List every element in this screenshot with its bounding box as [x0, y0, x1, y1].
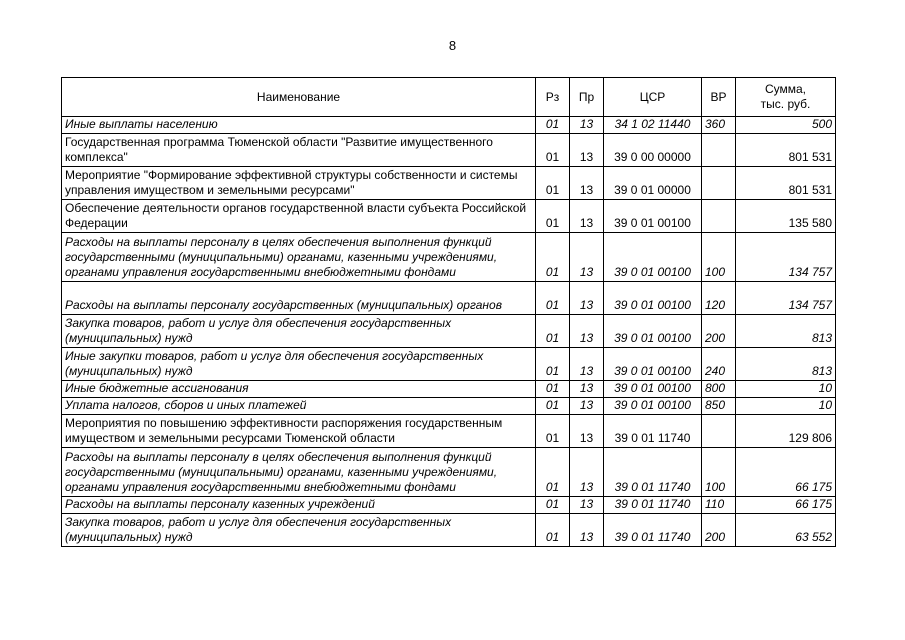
cell-vr: 800: [702, 381, 736, 398]
cell-sum: 10: [736, 381, 836, 398]
cell-name: Мероприятия по повышению эффективности распоряжения государственным имуществом и земельными ресурсами Тюменской области: [62, 415, 536, 448]
cell-rz: 01: [536, 448, 570, 497]
page-number: 8: [448, 38, 457, 53]
cell-pr: 13: [570, 117, 604, 134]
cell-csr: 39 0 01 11740: [604, 514, 702, 547]
cell-csr: 39 0 00 00000: [604, 134, 702, 167]
table-row: [62, 381, 836, 398]
cell-vr: 100: [702, 448, 736, 497]
cell-csr: 39 0 01 00100: [604, 200, 702, 233]
cell-name: Расходы на выплаты персоналу казенных учреждений: [62, 497, 536, 514]
table-row: [62, 167, 836, 200]
header-sum-line2: тыс. руб.: [760, 97, 811, 111]
cell-vr: 360: [702, 117, 736, 134]
cell-sum: 801 531: [736, 134, 836, 167]
cell-rz: 01: [536, 134, 570, 167]
cell-csr: 39 0 01 00100: [604, 315, 702, 348]
header-name: Наименование: [62, 78, 536, 117]
table-row: [62, 448, 836, 497]
cell-rz: 01: [536, 200, 570, 233]
cell-vr: [702, 167, 736, 200]
header-csr: ЦСР: [604, 78, 702, 117]
table-row: [62, 348, 836, 381]
cell-pr: 13: [570, 233, 604, 282]
cell-rz: 01: [536, 233, 570, 282]
cell-csr: 39 0 01 00000: [604, 167, 702, 200]
cell-vr: 120: [702, 282, 736, 315]
cell-rz: 01: [536, 381, 570, 398]
cell-csr: 34 1 02 11440: [604, 117, 702, 134]
header-rz: Рз: [536, 78, 570, 117]
cell-name: Государственная программа Тюменской области "Развитие имущественного комплекса": [62, 134, 536, 167]
cell-pr: 13: [570, 415, 604, 448]
cell-pr: 13: [570, 448, 604, 497]
cell-name: Расходы на выплаты персоналу государственных (муниципальных) органов: [62, 282, 536, 315]
table-row: [62, 282, 836, 315]
cell-rz: 01: [536, 167, 570, 200]
cell-sum: 63 552: [736, 514, 836, 547]
cell-sum: 801 531: [736, 167, 836, 200]
cell-name: Расходы на выплаты персоналу в целях обеспечения выполнения функций государственными (муниципальными) органами, казенными учреждениями, органами управления государственными внебюджетными фондами: [62, 233, 536, 282]
cell-rz: 01: [536, 415, 570, 448]
cell-pr: 13: [570, 514, 604, 547]
cell-csr: 39 0 01 11740: [604, 497, 702, 514]
cell-name: Расходы на выплаты персоналу в целях обеспечения выполнения функций государственными (муниципальными) органами, казенными учреждениями, органами управления государственными внебюджетными фондами: [62, 448, 536, 497]
cell-sum: 135 580: [736, 200, 836, 233]
header-row: [62, 78, 836, 117]
cell-name: Иные выплаты населению: [62, 117, 536, 134]
cell-sum: 129 806: [736, 415, 836, 448]
cell-csr: 39 0 01 00100: [604, 233, 702, 282]
cell-vr: 850: [702, 398, 736, 415]
cell-csr: 39 0 01 00100: [604, 282, 702, 315]
cell-name: Уплата налогов, сборов и иных платежей: [62, 398, 536, 415]
cell-rz: 01: [536, 117, 570, 134]
cell-pr: 13: [570, 134, 604, 167]
cell-sum: 134 757: [736, 233, 836, 282]
cell-name: Иные бюджетные ассигнования: [62, 381, 536, 398]
cell-pr: 13: [570, 497, 604, 514]
header-sum-line1: Сумма,: [764, 82, 807, 96]
cell-rz: 01: [536, 497, 570, 514]
cell-sum: 500: [736, 117, 836, 134]
table-row: [62, 200, 836, 233]
cell-rz: 01: [536, 348, 570, 381]
budget-table: [61, 77, 836, 547]
header-sum: [736, 78, 836, 117]
table-row: [62, 497, 836, 514]
table-row: [62, 233, 836, 282]
cell-name: Иные закупки товаров, работ и услуг для обеспечения государственных (муниципальных) нужд: [62, 348, 536, 381]
cell-rz: 01: [536, 398, 570, 415]
cell-pr: 13: [570, 167, 604, 200]
cell-pr: 13: [570, 282, 604, 315]
cell-vr: [702, 200, 736, 233]
cell-vr: 240: [702, 348, 736, 381]
cell-name: Закупка товаров, работ и услуг для обеспечения государственных (муниципальных) нужд: [62, 514, 536, 547]
cell-sum: 10: [736, 398, 836, 415]
header-vr: ВР: [702, 78, 736, 117]
cell-rz: 01: [536, 282, 570, 315]
cell-pr: 13: [570, 381, 604, 398]
cell-sum: 813: [736, 315, 836, 348]
cell-pr: 13: [570, 348, 604, 381]
cell-name: Обеспечение деятельности органов государственной власти субъекта Российской Федерации: [62, 200, 536, 233]
table-row: [62, 415, 836, 448]
cell-vr: 110: [702, 497, 736, 514]
cell-vr: 100: [702, 233, 736, 282]
table-row: [62, 398, 836, 415]
table-row: [62, 134, 836, 167]
cell-vr: 200: [702, 514, 736, 547]
cell-sum: 813: [736, 348, 836, 381]
table-row: [62, 117, 836, 134]
cell-csr: 39 0 01 11740: [604, 448, 702, 497]
header-pr: Пр: [570, 78, 604, 117]
cell-name: Закупка товаров, работ и услуг для обеспечения государственных (муниципальных) нужд: [62, 315, 536, 348]
cell-sum: 134 757: [736, 282, 836, 315]
cell-vr: 200: [702, 315, 736, 348]
table-row: [62, 315, 836, 348]
cell-pr: 13: [570, 398, 604, 415]
cell-csr: 39 0 01 00100: [604, 381, 702, 398]
cell-vr: [702, 134, 736, 167]
cell-vr: [702, 415, 736, 448]
cell-name: Мероприятие "Формирование эффективной структуры собственности и системы управления имуществом и земельными ресурсами": [62, 167, 536, 200]
cell-pr: 13: [570, 200, 604, 233]
cell-csr: 39 0 01 11740: [604, 415, 702, 448]
table-row: [62, 514, 836, 547]
cell-csr: 39 0 01 00100: [604, 348, 702, 381]
cell-csr: 39 0 01 00100: [604, 398, 702, 415]
cell-sum: 66 175: [736, 497, 836, 514]
cell-pr: 13: [570, 315, 604, 348]
cell-rz: 01: [536, 315, 570, 348]
cell-rz: 01: [536, 514, 570, 547]
cell-sum: 66 175: [736, 448, 836, 497]
